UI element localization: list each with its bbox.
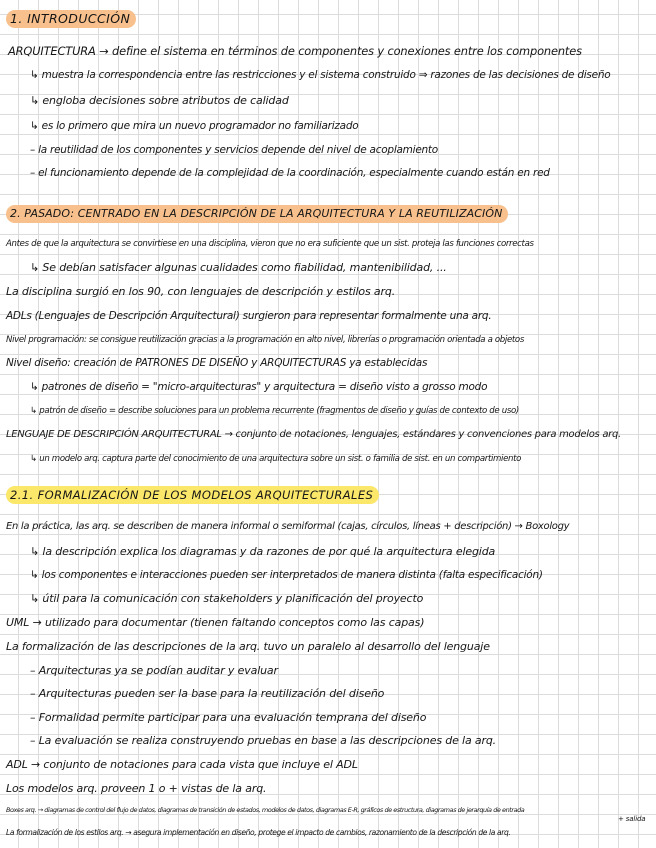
note-line: ADLs (Lenguajes de Descripción Arquitectural) surgieron para representar formalmente una arq. — [6, 310, 492, 322]
note-line: La formalización de los estilos arq. → asegura implementación en diseño, protege el impacto de cambios, razonamiento de la descripción de la arq. — [6, 828, 511, 837]
note-line: ↳ es lo primero que mira un nuevo programador no familiarizado — [30, 120, 359, 132]
section-heading-introduccion: 1. INTRODUCCIÓN — [6, 10, 136, 28]
note-line: – Arquitecturas ya se podían auditar y evaluar — [30, 664, 278, 677]
section-heading-pasado: 2. PASADO: CENTRADO EN LA DESCRIPCIÓN DE LA ARQUITECTURA Y LA REUTILIZACIÓN — [6, 205, 508, 223]
note-line: ↳ útil para la comunicación con stakeholders y planificación del proyecto — [30, 592, 424, 605]
note-line: ARQUITECTURA → define el sistema en términos de componentes y conexiones entre los componentes — [8, 44, 582, 58]
note-line: – la reutilidad de los componentes y servicios depende del nivel de acoplamiento — [30, 144, 438, 156]
note-line: ↳ patrones de diseño = "micro-arquitecturas" y arquitectura = diseño visto a grosso modo — [30, 381, 488, 393]
note-line: Boxes arq. → diagramas de control del flujo de datos, diagramas de transición de estados, modelos de datos, diagramas E-R, gráficos de estructura, diagramas de jerarquía de entrada — [6, 806, 525, 814]
note-line: – Formalidad permite participar para una evaluación temprana del diseño — [30, 711, 427, 724]
note-line: La formalización de las descripciones de la arq. tuvo un paralelo al desarrollo del lenguaje — [6, 640, 490, 653]
note-line: Nivel programación: se consigue reutilización gracias a la programación en alto nivel, librerías o programación orientada a objetos — [6, 335, 524, 345]
note-line: Antes de que la arquitectura se convirtiese en una disciplina, vieron que no era suficiente que un sist. proteja las funciones correctas — [6, 239, 534, 249]
note-line: LENGUAJE DE DESCRIPCIÓN ARQUITECTURAL → conjunto de notaciones, lenguajes, estándares y convenciones para modelos arq. — [6, 429, 621, 440]
note-line: Nivel diseño: creación de PATRONES DE DISEÑO y ARQUITECTURAS ya establecidas — [6, 357, 428, 369]
note-line: – el funcionamiento depende de la complejidad de la coordinación, especialmente cuando están en red — [30, 167, 550, 179]
note-line: ADL → conjunto de notaciones para cada vista que incluye el ADL — [6, 758, 358, 771]
note-line: La disciplina surgió en los 90, con lenguajes de descripción y estilos arq. — [6, 285, 396, 298]
note-line: – La evaluación se realiza construyendo pruebas en base a las descripciones de la arq. — [30, 734, 497, 747]
note-line: ↳ la descripción explica los diagramas y da razones de por qué la arquitectura elegida — [30, 545, 496, 558]
note-line: ↳ los componentes e interacciones pueden ser interpretados de manera distinta (falta especificación) — [30, 569, 543, 581]
note-line: Los modelos arq. proveen 1 o + vistas de la arq. — [6, 782, 267, 795]
note-line: UML → utilizado para documentar (tienen faltando conceptos como las capas) — [6, 616, 425, 629]
note-line: – Arquitecturas pueden ser la base para la reutilización del diseño — [30, 687, 385, 700]
note-line: ↳ un modelo arq. captura parte del conocimiento de una arquitectura sobre un sist. o familia de sist. en un compartimiento — [30, 454, 522, 464]
note-line: + salida — [618, 815, 646, 823]
note-line: ↳ muestra la correspondencia entre las restricciones y el sistema construido ⇒ razones de las decisiones de diseño — [30, 69, 611, 81]
note-line: ↳ Se debían satisfacer algunas cualidades como fiabilidad, mantenibilidad, ... — [30, 261, 447, 274]
note-line: ↳ patrón de diseño = describe soluciones para un problema recurrente (fragmentos de diseño y guías de contexto de uso) — [30, 406, 519, 416]
note-line: En la práctica, las arq. se describen de manera informal o semiformal (cajas, círculos, líneas + descripción) → Boxology — [6, 521, 570, 532]
note-line: ↳ engloba decisiones sobre atributos de calidad — [30, 94, 289, 107]
section-heading-formalizacion: 2.1. FORMALIZACIÓN DE LOS MODELOS ARQUITECTURALES — [6, 486, 379, 504]
